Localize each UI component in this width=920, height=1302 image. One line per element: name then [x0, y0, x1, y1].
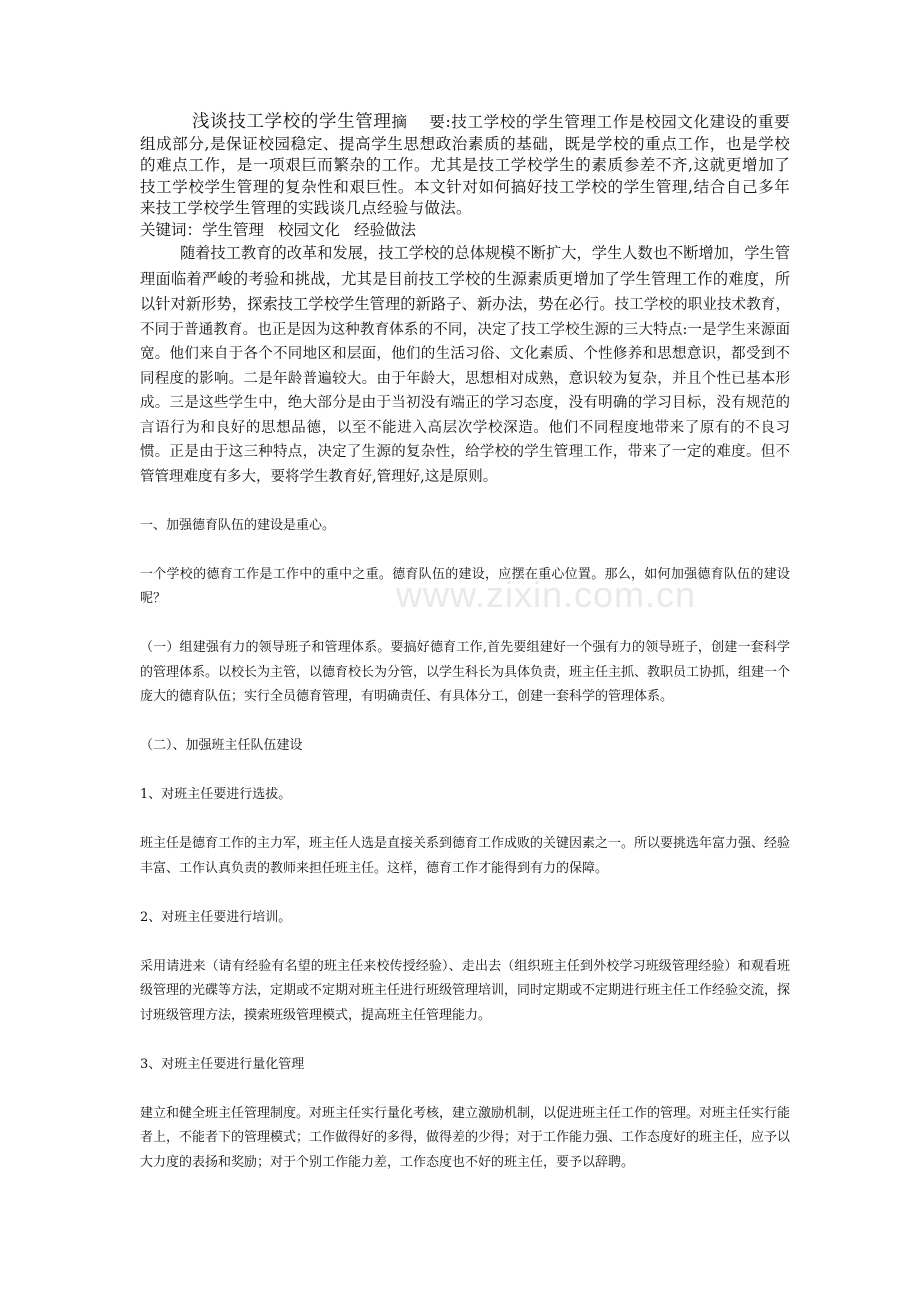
body-paragraph: 建立和健全班主任管理制度。对班主任实行量化考核，建立激励机制，以促进班主任工作的管理。对班主任实行能者上，不能者下的管理模式；工作做得好的多得，做得差的少得；对于工作能力强、工作态度好的班主任，应予以大力度的表扬和奖励；对于个别工作能力差，工作态度也不好的班主任，要予以辞聘。: [140, 1105, 791, 1170]
document-title: 浅谈技工学校的学生管理: [192, 112, 392, 132]
document-page: [140, 112, 790, 1175]
subsection-heading: （二）、加强班主任队伍建设: [140, 738, 303, 753]
body-paragraph: 一个学校的德育工作是工作中的重中之重。德育队伍的建设，应摆在重心位置。那么，如何加强德育队伍的建设呢？: [140, 566, 790, 606]
lead-rest-part: 技工学校的职业技术教育，不同于普通教育。也正是因为这种教育体系的不同，决定了技工学校生源的三大特点:一是学生来源面宽。他们来自于各个不同地区和层面，他们的生活习俗、文化素质、个性修养和思想意识，都受到不同程度的影响。二是年龄普遍较大。由于年龄大，思想相对成熟，意识较为复杂，并且个性已基本形成。三是这些学生中，绝大部分是由于当初没有端正的学习态度，没有明确的学习目标，没有规范的言语行为和良好的思想品德，以至不能进入高层次学校深造。他们不同程度地带来了原有的不良习惯。正是由于这三种特点，决定了生源的复杂性，给学校的学生管理工作，带来了一定的难度。但不管管理难度有多大，要将学生教育好,管理好,这是原则。: [140, 297, 791, 485]
keyword-item: 经验做法: [354, 220, 417, 239]
lead-first-part: 随着技工教育的改革和发展，技工学校的总体规模不断扩大，学生人数也不断增加，学生管理面临着严峻的考验和挑战，尤其是目前技工学校的生源素质更增加了学生管理工作的难度，所以针对新形势，探索技工学校学生管理的新路子、新办法，势在必行。: [140, 244, 790, 313]
abstract-label: 摘 要:: [391, 113, 452, 131]
numbered-heading: 2、对班主任要进行培训。: [140, 909, 292, 925]
keywords-label: 关键词：: [140, 220, 203, 239]
body-paragraph: （一）组建强有力的领导班子和管理体系。要搞好德育工作,首先要组建好一个强有力的领导班子，创建一套科学的管理体系。以校长为主管，以德育校长为分管，以学生科长为具体负责，班主任主抓、教职员工协抓，组建一个庞大的德育队伍；实行全员德育管理，有明确责任、有具体分工，创建一套科学的管理体系。: [140, 640, 791, 704]
section-heading: 一、加强德育队伍的建设是重心。: [140, 517, 336, 533]
watermark-text: www.zixin.com.cn: [396, 574, 697, 615]
body-paragraph: 采用请进来（请有经验有名望的班主任来校传授经验）、走出去（组织班主任到外校学习班级管理经验）和观看班级管理的光碟等方法，定期或不定期对班主任进行班级管理培训，同时定期或不定期进行班主任工作经验交流，探讨班级管理方法，摸索班级管理模式，提高班主任管理能力。: [140, 958, 791, 1023]
keyword-item: 校园文化: [278, 220, 341, 239]
numbered-heading: 1、对班主任要进行选拔。: [140, 787, 292, 802]
keyword-item: 学生管理: [202, 220, 265, 239]
lead-paragraph: [140, 241, 790, 489]
abstract-text: 技工学校的学生管理工作是校园文化建设的重要组成部分,是保证校园稳定、提高学生思想政治素质的基础，既是学校的重点工作，也是学校的难点工作，是一项艰巨而繁杂的工作。尤其是技工学校学生的素质参差不齐,这就更增加了技工学校学生管理的复杂性和艰巨性。本文针对如何搞好技工学校的学生管理,结合自己多年来技工学校学生管理的实践谈几点经验与做法。: [140, 113, 790, 217]
abstract-block: [140, 112, 790, 220]
body-paragraph: 班主任是德育工作的主力军，班主任人选是直接关系到德育工作成败的关键因素之一。所以要挑选年富力强、经验丰富、工作认真负责的教师来担任班主任。这样，德育工作才能得到有力的保障。: [140, 836, 791, 876]
keywords-line: [140, 220, 790, 242]
numbered-heading: 3、对班主任要进行量化管理: [140, 1056, 305, 1072]
